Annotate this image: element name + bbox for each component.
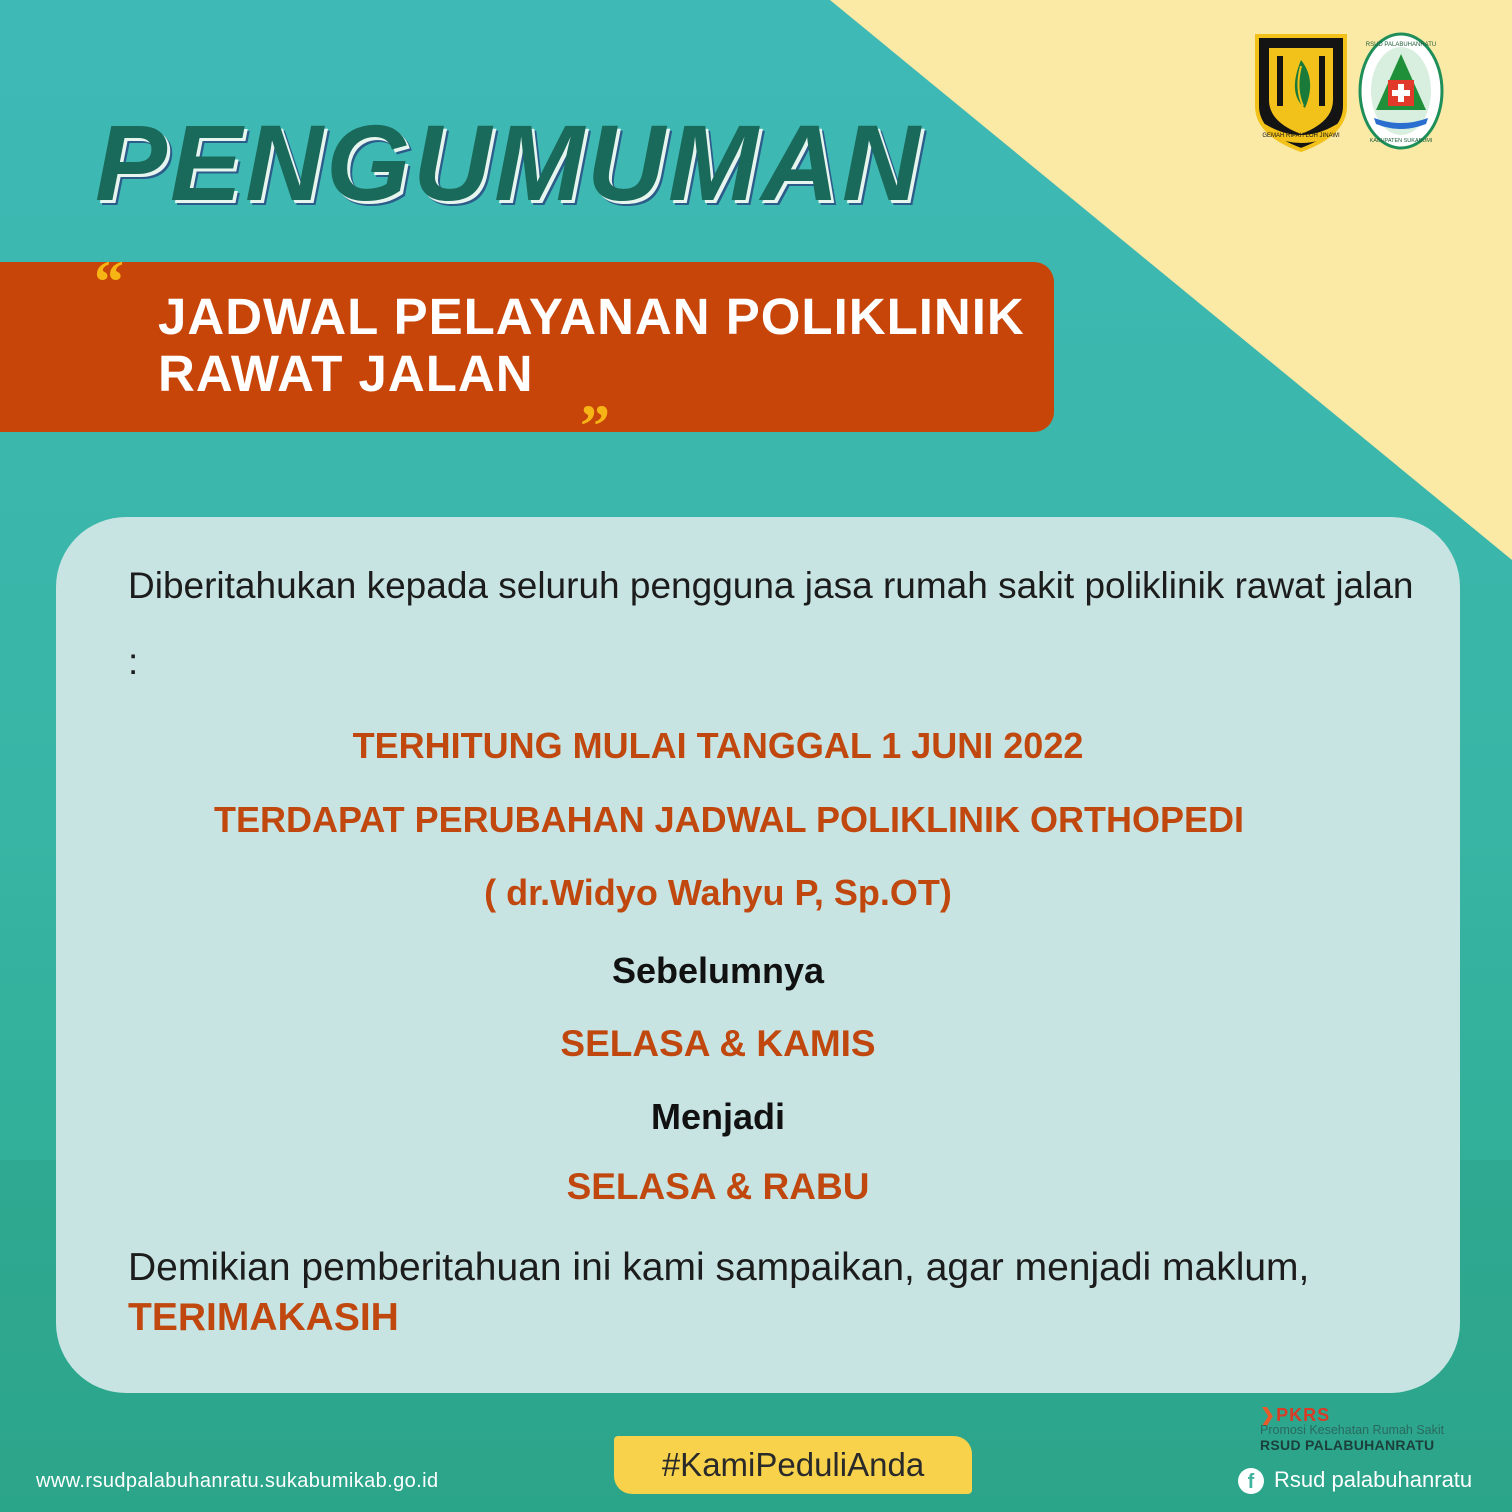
before-days: SELASA & KAMIS: [560, 1023, 876, 1064]
open-quote-icon: “: [94, 249, 124, 315]
thanks-text: TERIMAKASIH: [128, 1296, 399, 1339]
pkrs-hospital: RSUD PALABUHANRATU: [1260, 1437, 1435, 1453]
after-days: SELASA & RABU: [566, 1166, 870, 1207]
hashtag-badge: #KamiPeduliAnda: [614, 1436, 972, 1494]
intro-text: Diberitahukan kepada seluruh pengguna jasa rumah sakit poliklinik rawat jalan :: [128, 565, 1414, 682]
pkrs-title: ❯PKRS: [1260, 1405, 1331, 1425]
headline-line-2: RAWAT JALAN: [158, 345, 534, 402]
close-quote-icon: ”: [580, 393, 610, 459]
schedule-change-line: TERDAPAT PERUBAHAN JADWAL POLIKLINIK ORTHOPEDI: [213, 799, 1245, 840]
effective-date: TERHITUNG MULAI TANGGAL 1 JUNI 2022: [352, 725, 1084, 766]
hospital-logo: [1358, 32, 1444, 150]
facebook-icon: f: [1238, 1468, 1264, 1494]
regency-emblem-logo: [1255, 34, 1347, 152]
svg-text:KABUPATEN SUKABUMI: KABUPATEN SUKABUMI: [1369, 138, 1433, 144]
website-link[interactable]: www.rsudpalabuhanratu.sukabumikab.go.id: [36, 1470, 439, 1492]
after-label: Menjadi: [650, 1096, 785, 1137]
svg-text:RSUD PALABUHANRATU: RSUD PALABUHANRATU: [1365, 42, 1437, 48]
pkrs-subtitle: Promosi Kesehatan Rumah Sakit: [1260, 1423, 1445, 1437]
facebook-link[interactable]: [1238, 1467, 1472, 1494]
closing-sentence: Demikian pemberitahuan ini kami sampaikan, agar menjadi maklum,: [128, 1246, 1310, 1289]
headline-line-1: JADWAL PELAYANAN POLIKLINIK: [158, 288, 1025, 345]
doctor-name: ( dr.Widyo Wahyu P, Sp.OT): [484, 872, 952, 913]
closing-text: [128, 1243, 1448, 1343]
facebook-label: Rsud palabuhanratu: [1274, 1467, 1473, 1492]
svg-text:GEMAH RIPAH LOH JINAWI: GEMAH RIPAH LOH JINAWI: [1262, 133, 1340, 139]
pkrs-logo: [1260, 1405, 1445, 1453]
headline-text: [158, 288, 1025, 402]
before-label: Sebelumnya: [611, 950, 825, 991]
page-title: PENGUMUMAN: [95, 102, 923, 223]
